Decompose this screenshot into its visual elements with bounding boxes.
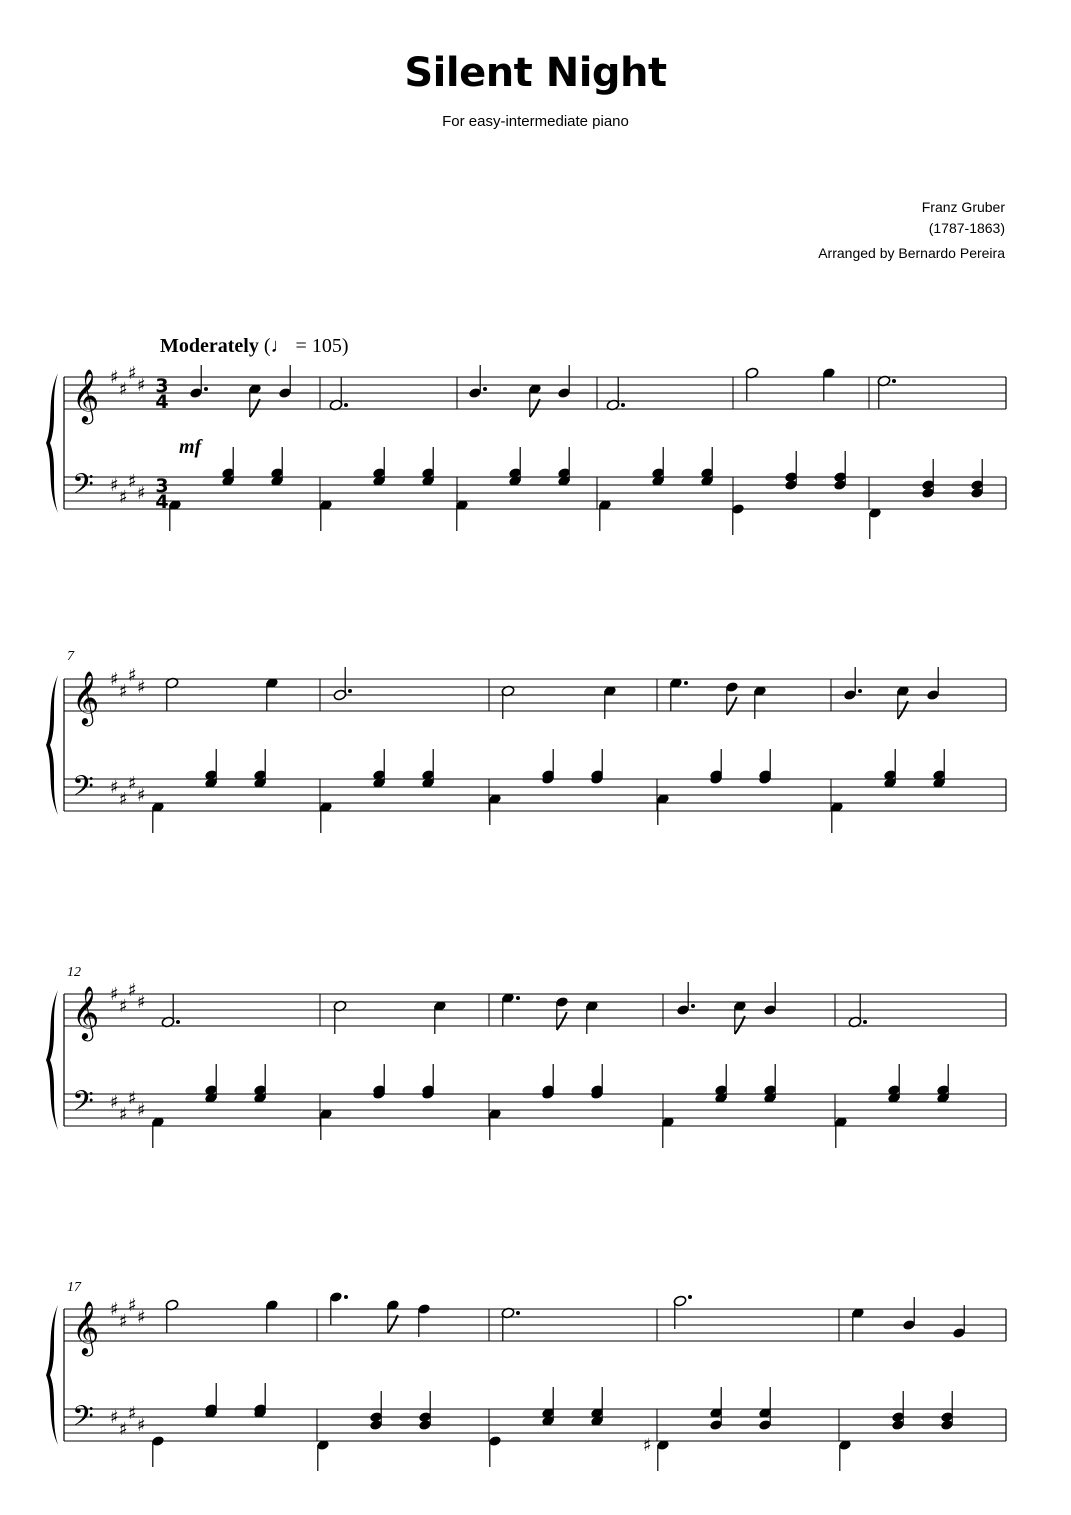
sharp-icon: ♯	[137, 1415, 146, 1436]
measure-number-7: 7	[67, 649, 74, 664]
tempo-open-paren: (	[263, 335, 271, 357]
brace-icon	[46, 373, 58, 513]
augmentation-dot	[858, 689, 862, 693]
augmentation-dot	[892, 379, 896, 383]
sharp-icon: ♯	[110, 475, 119, 496]
sharp-icon: ♯	[128, 471, 137, 492]
bass-clef-icon: 𝄢	[72, 1085, 94, 1125]
sharp-icon: ♯	[137, 785, 146, 806]
sharp-icon: ♯	[128, 980, 137, 1001]
augmentation-dot	[691, 1004, 695, 1008]
augmentation-dot	[204, 387, 208, 391]
eighth-flag	[735, 1016, 745, 1034]
sharp-icon: ♯	[110, 669, 119, 690]
treble-clef-icon: 𝄞	[72, 368, 100, 422]
quarter-note-icon: ♩	[270, 335, 291, 357]
treble-clef-icon: 𝄞	[72, 670, 100, 724]
brace-icon	[46, 675, 58, 815]
augmentation-dot	[483, 387, 487, 391]
augmentation-dot	[516, 1311, 520, 1315]
sharp-icon: ♯	[137, 483, 146, 504]
eighth-flag	[388, 1315, 398, 1333]
augmentation-dot	[348, 689, 352, 693]
sharp-icon: ♯	[119, 1419, 128, 1440]
composer-name: Franz Gruber	[921, 199, 1005, 215]
sharp-icon: ♯	[128, 773, 137, 794]
eighth-flag	[727, 697, 737, 715]
augmentation-dot	[688, 1295, 692, 1299]
augmentation-dot	[684, 681, 688, 685]
sharp-icon: ♯	[137, 992, 146, 1013]
augmentation-dot	[621, 403, 625, 407]
measure-number-17: 17	[67, 1280, 81, 1295]
sharp-icon: ♯	[137, 677, 146, 698]
arranger: Arranged by Bernardo Pereira	[818, 245, 1005, 261]
sharp-icon: ♯	[137, 1307, 146, 1328]
sharp-icon: ♯	[110, 1299, 119, 1320]
sharp-icon: ♯	[128, 1088, 137, 1109]
time-signature-bottom: 4	[155, 491, 169, 513]
eighth-flag	[557, 1012, 567, 1030]
brace-icon	[46, 1305, 58, 1445]
sharp-icon: ♯	[119, 487, 128, 508]
tempo-bpm: 105	[311, 335, 342, 357]
augmentation-dot	[863, 1020, 867, 1024]
sharp-icon: ♯	[137, 375, 146, 396]
sharp-icon: ♯	[119, 1311, 128, 1332]
sharp-icon: ♯	[110, 984, 119, 1005]
bass-clef-icon: 𝄢	[72, 1400, 94, 1440]
augmentation-dot	[344, 1295, 348, 1299]
sharp-icon: ♯	[137, 1100, 146, 1121]
bass-clef-icon: 𝄢	[72, 770, 94, 810]
sharp-icon: ♯	[110, 367, 119, 388]
sharp-icon: ♯	[119, 789, 128, 810]
time-signature-bottom: 4	[155, 391, 169, 413]
tempo-equals: =	[295, 335, 307, 357]
sharp-icon: ♯	[128, 1295, 137, 1316]
augmentation-dot	[344, 403, 348, 407]
sharp-icon: ♯	[119, 379, 128, 400]
sharp-icon: ♯	[119, 1104, 128, 1125]
sharp-icon: ♯	[128, 665, 137, 686]
tempo-label: Moderately	[160, 335, 259, 357]
sharp-icon: ♯	[128, 1403, 137, 1424]
sharp-icon: ♯	[110, 1407, 119, 1428]
treble-clef-icon: 𝄞	[72, 1300, 100, 1354]
sharp-icon: ♯	[110, 1092, 119, 1113]
eighth-flag	[530, 399, 540, 417]
treble-clef-icon: 𝄞	[72, 985, 100, 1039]
sharp-icon: ♯	[128, 363, 137, 384]
time-signature-top: 3	[155, 475, 169, 497]
sharp-icon: ♯	[119, 996, 128, 1017]
score-title: Silent Night	[404, 50, 667, 96]
brace-icon	[46, 990, 58, 1130]
score-subtitle: For easy-intermediate piano	[442, 113, 629, 130]
bass-clef-icon: 𝄢	[72, 468, 94, 508]
composer-dates: (1787-1863)	[928, 220, 1005, 236]
sharp-icon: ♯	[110, 777, 119, 798]
eighth-flag	[250, 399, 260, 417]
measure-number-12: 12	[67, 965, 81, 980]
augmentation-dot	[176, 1020, 180, 1024]
sharp-accidental-icon: ♯	[643, 1435, 652, 1456]
time-signature-top: 3	[155, 375, 169, 397]
sharp-icon: ♯	[119, 681, 128, 702]
dynamic-marking: mf	[179, 436, 202, 458]
tempo-close-paren: )	[341, 335, 349, 357]
eighth-flag	[898, 701, 908, 719]
augmentation-dot	[516, 996, 520, 1000]
